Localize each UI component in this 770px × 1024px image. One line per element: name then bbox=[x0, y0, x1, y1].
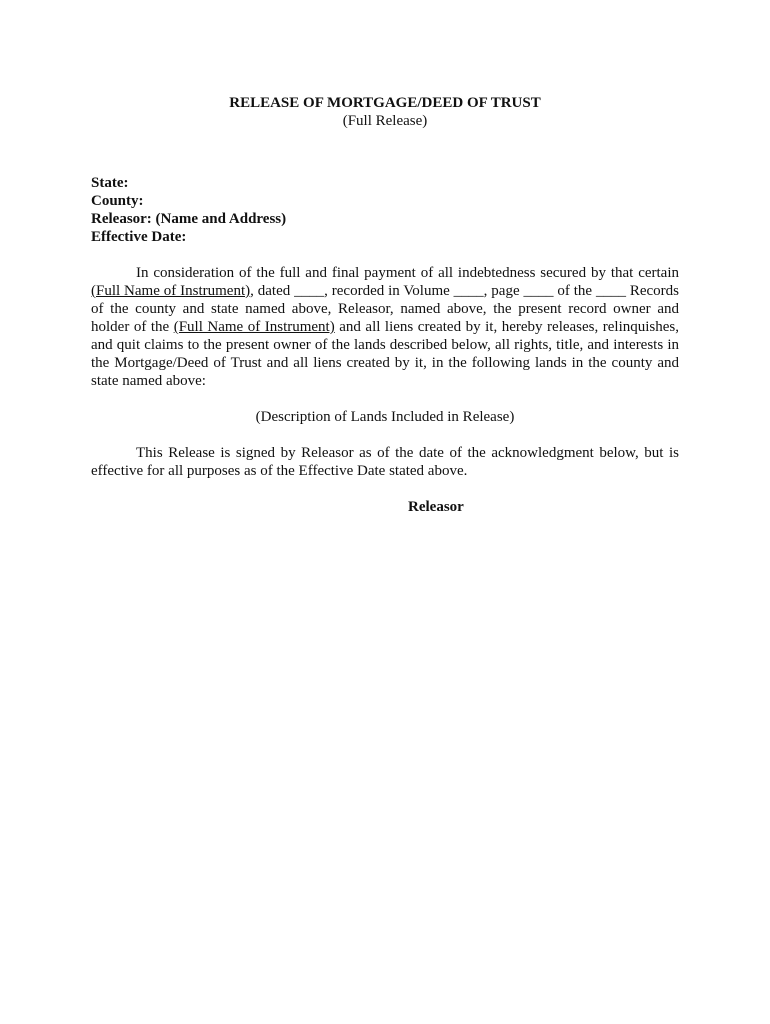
lands-description-placeholder: (Description of Lands Included in Release) bbox=[255, 409, 515, 425]
instrument-placeholder-2: (Full Name of Instrument) bbox=[173, 319, 335, 335]
para1-text-before: In consideration of the full and final payment of all indebtedness secured by that certain bbox=[136, 265, 679, 281]
consideration-paragraph bbox=[91, 264, 679, 390]
effective-paragraph: This Release is signed by Releasor as of the date of the acknowledgment below, but is effective for all purposes as of the Effective Date stated above. bbox=[91, 445, 679, 479]
para1-text-middle: , dated ____, recorded in Volume ____, page ____ of the ____ Records of the county and state named above, Releasor, named above, the present record owner and holder of the bbox=[91, 283, 679, 335]
document-page bbox=[91, 94, 679, 516]
document-title: RELEASE OF MORTGAGE/DEED OF TRUST bbox=[229, 95, 541, 111]
instrument-placeholder-1: (Full Name of Instrument) bbox=[91, 283, 251, 299]
document-subtitle: (Full Release) bbox=[342, 113, 428, 129]
header-fields bbox=[91, 174, 679, 246]
signature-label-releasor: Releasor bbox=[408, 499, 464, 515]
para1-text-after: and all liens created by it, hereby releases, relinquishes, and quit claims to the present owner of the lands described below, all rights, title, and interests in the Mortgage/Deed of Trust and all liens created by it, in the following lands in the county and state named above: bbox=[91, 319, 680, 389]
field-state: State: bbox=[91, 175, 129, 191]
field-releasor: Releasor: (Name and Address) bbox=[91, 211, 287, 227]
field-effective-date: Effective Date: bbox=[91, 229, 187, 245]
field-county: County: bbox=[91, 193, 144, 209]
